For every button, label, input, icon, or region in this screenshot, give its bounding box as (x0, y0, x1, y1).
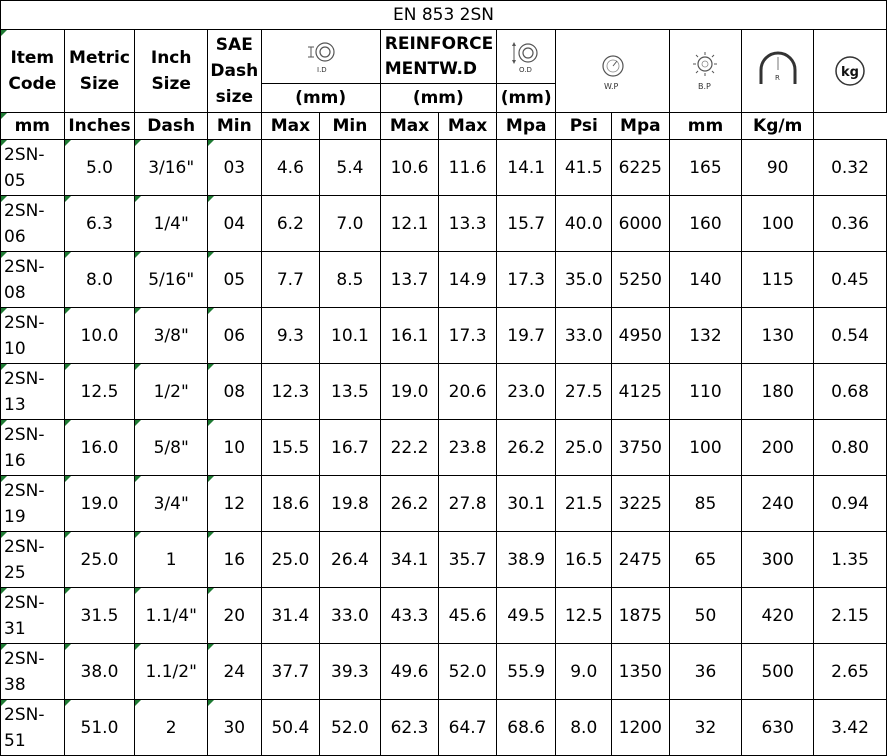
table-cell: 13.3 (439, 196, 497, 252)
header-metric-size: Metric Size (64, 30, 135, 113)
table-cell: 130 (742, 308, 814, 364)
table-cell: 200 (742, 420, 814, 476)
table-cell: 12.5 (64, 364, 135, 420)
table-cell: 1/4" (135, 196, 208, 252)
table-row (1, 196, 887, 252)
unit-cell: mm (1, 113, 65, 140)
item-code-cell: 2SN- 08 (1, 252, 65, 308)
table-cell: 17.3 (496, 252, 556, 308)
table-cell: 14.1 (496, 140, 556, 196)
table-cell: 3/16" (135, 140, 208, 196)
table-cell: 43.3 (380, 588, 439, 644)
table-cell: 12 (208, 476, 262, 532)
table-cell: 10.6 (380, 140, 439, 196)
table-cell: 06 (208, 308, 262, 364)
weight-icon-label: kg (841, 65, 859, 80)
table-cell: 05 (208, 252, 262, 308)
table-cell: 5/8" (135, 420, 208, 476)
table-cell: 132 (669, 308, 742, 364)
table-cell: 12.3 (261, 364, 320, 420)
unit-cell: Min (208, 113, 262, 140)
table-cell: 19.0 (380, 364, 439, 420)
table-cell: 1875 (612, 588, 670, 644)
unit-cell: Kg/m (742, 113, 814, 140)
table-cell: 1350 (612, 644, 670, 700)
table-cell: 630 (742, 700, 814, 756)
table-cell: 37.7 (261, 644, 320, 700)
table-cell: 16 (208, 532, 262, 588)
table-cell: 23.0 (496, 364, 556, 420)
table-cell: 160 (669, 196, 742, 252)
header-reinforcement-mm: (mm) (380, 84, 496, 113)
table-cell: 140 (669, 252, 742, 308)
table-cell: 100 (669, 420, 742, 476)
table-row (1, 140, 887, 196)
table-cell: 49.6 (380, 644, 439, 700)
table-row (1, 476, 887, 532)
header-od-mm: (mm) (496, 84, 556, 113)
table-cell: 16.7 (320, 420, 381, 476)
table-cell: 6.3 (64, 196, 135, 252)
table-cell: 1200 (612, 700, 670, 756)
table-row (1, 532, 887, 588)
table-cell: 12.5 (556, 588, 612, 644)
table-cell: 08 (208, 364, 262, 420)
table-cell: 23.8 (439, 420, 497, 476)
table-cell: 26.2 (496, 420, 556, 476)
table-cell: 17.3 (439, 308, 497, 364)
table-cell: 5250 (612, 252, 670, 308)
table-cell: 35.7 (439, 532, 497, 588)
table-cell: 3/8" (135, 308, 208, 364)
table-cell: 11.6 (439, 140, 497, 196)
header-wp-icon-cell (556, 30, 669, 113)
table-cell: 22.2 (380, 420, 439, 476)
table-cell: 180 (742, 364, 814, 420)
table-cell: 420 (742, 588, 814, 644)
item-code-cell: 2SN- 16 (1, 420, 65, 476)
table-cell: 30.1 (496, 476, 556, 532)
table-row (1, 308, 887, 364)
table-cell: 0.45 (814, 252, 887, 308)
table-cell: 25.0 (556, 420, 612, 476)
header-id-icon-cell (261, 30, 380, 84)
table-cell: 4950 (612, 308, 670, 364)
table-cell: 35.0 (556, 252, 612, 308)
table-cell: 12.1 (380, 196, 439, 252)
table-cell: 33.0 (320, 588, 381, 644)
unit-cell: Max (380, 113, 439, 140)
table-cell: 18.6 (261, 476, 320, 532)
table-cell: 85 (669, 476, 742, 532)
table-cell: 21.5 (556, 476, 612, 532)
table-cell: 9.3 (261, 308, 320, 364)
header-weight-icon-cell (814, 30, 887, 113)
table-cell: 10.0 (64, 308, 135, 364)
table-cell: 2.65 (814, 644, 887, 700)
unit-cell: mm (669, 113, 742, 140)
table-cell: 30 (208, 700, 262, 756)
table-cell: 13.7 (380, 252, 439, 308)
table-cell: 4.6 (261, 140, 320, 196)
pressure-gauge-icon (593, 46, 633, 96)
table-cell: 0.54 (814, 308, 887, 364)
table-cell: 19.8 (320, 476, 381, 532)
header-sae-dash: SAE Dash size (208, 30, 262, 113)
id-icon-label: I.D (316, 65, 327, 74)
table-cell: 52.0 (320, 700, 381, 756)
header-bend-icon-cell (742, 30, 814, 113)
table-cell: 1.35 (814, 532, 887, 588)
table-row (1, 588, 887, 644)
unit-cell: Max (261, 113, 320, 140)
unit-cell: Mpa (612, 113, 670, 140)
table-cell: 45.6 (439, 588, 497, 644)
header-reinforcement: REINFORCE MENTW.D (380, 30, 496, 84)
table-cell: 3225 (612, 476, 670, 532)
table-cell: 34.1 (380, 532, 439, 588)
item-code-cell: 2SN- 51 (1, 700, 65, 756)
table-cell: 55.9 (496, 644, 556, 700)
table-cell: 31.5 (64, 588, 135, 644)
table-cell: 32 (669, 700, 742, 756)
table-cell: 20.6 (439, 364, 497, 420)
table-cell: 10.1 (320, 308, 381, 364)
table-cell: 41.5 (556, 140, 612, 196)
table-cell: 0.36 (814, 196, 887, 252)
od-icon-label: O.D (519, 65, 533, 74)
table-cell: 25.0 (64, 532, 135, 588)
ring-id-icon (298, 39, 344, 75)
header-item-code: Item Code (1, 30, 65, 113)
table-cell: 2 (135, 700, 208, 756)
table-cell: 240 (742, 476, 814, 532)
table-cell: 26.4 (320, 532, 381, 588)
table-cell: 1.1/2" (135, 644, 208, 700)
table-cell: 15.7 (496, 196, 556, 252)
table-cell: 50.4 (261, 700, 320, 756)
table-cell: 16.5 (556, 532, 612, 588)
table-cell: 165 (669, 140, 742, 196)
table-cell: 1.1/4" (135, 588, 208, 644)
table-cell: 26.2 (380, 476, 439, 532)
table-cell: 1 (135, 532, 208, 588)
table-cell: 62.3 (380, 700, 439, 756)
table-cell: 0.68 (814, 364, 887, 420)
table-cell: 6.2 (261, 196, 320, 252)
table-cell: 25.0 (261, 532, 320, 588)
table-body (1, 140, 887, 756)
table-cell: 6225 (612, 140, 670, 196)
item-code-cell: 2SN- 05 (1, 140, 65, 196)
table-cell: 8.0 (556, 700, 612, 756)
table-cell: 36 (669, 644, 742, 700)
item-code-cell: 2SN- 31 (1, 588, 65, 644)
table-cell: 2475 (612, 532, 670, 588)
table-cell: 14.9 (439, 252, 497, 308)
bp-icon-label: B.P (698, 82, 712, 91)
table-row (1, 364, 887, 420)
table-cell: 1/2" (135, 364, 208, 420)
table-cell: 16.1 (380, 308, 439, 364)
header-bp-icon-cell (669, 30, 742, 113)
unit-cell: Min (320, 113, 381, 140)
table-cell: 33.0 (556, 308, 612, 364)
table-cell: 7.7 (261, 252, 320, 308)
table-cell: 100 (742, 196, 814, 252)
unit-cell: Mpa (496, 113, 556, 140)
table-cell: 8.5 (320, 252, 381, 308)
table-cell: 31.4 (261, 588, 320, 644)
header-inch-size: Inch Size (135, 30, 208, 113)
table-cell: 110 (669, 364, 742, 420)
item-code-cell: 2SN- 13 (1, 364, 65, 420)
table-cell: 27.8 (439, 476, 497, 532)
table-cell: 03 (208, 140, 262, 196)
table-cell: 5.4 (320, 140, 381, 196)
table-row (1, 420, 887, 476)
item-code-cell: 2SN- 19 (1, 476, 65, 532)
table-cell: 5.0 (64, 140, 135, 196)
table-cell: 4125 (612, 364, 670, 420)
table-cell: 8.0 (64, 252, 135, 308)
table-cell: 52.0 (439, 644, 497, 700)
table-cell: 51.0 (64, 700, 135, 756)
table-cell: 0.32 (814, 140, 887, 196)
table-cell: 15.5 (261, 420, 320, 476)
table-cell: 300 (742, 532, 814, 588)
table-cell: 500 (742, 644, 814, 700)
unit-cell: Max (439, 113, 497, 140)
table-cell: 64.7 (439, 700, 497, 756)
header-od-icon-cell (496, 30, 556, 84)
table-cell: 50 (669, 588, 742, 644)
unit-cell: Psi (556, 113, 612, 140)
table-cell: 13.5 (320, 364, 381, 420)
table-cell: 5/16" (135, 252, 208, 308)
table-row (1, 700, 887, 756)
table-cell: 9.0 (556, 644, 612, 700)
table-row (1, 644, 887, 700)
table-cell: 16.0 (64, 420, 135, 476)
table-cell: 38.9 (496, 532, 556, 588)
kg-weight-icon (830, 51, 870, 91)
table-cell: 65 (669, 532, 742, 588)
table-cell: 04 (208, 196, 262, 252)
table-cell: 27.5 (556, 364, 612, 420)
table-cell: 20 (208, 588, 262, 644)
table-cell: 19.7 (496, 308, 556, 364)
table-cell: 39.3 (320, 644, 381, 700)
table-cell: 68.6 (496, 700, 556, 756)
bend-radius-icon (753, 46, 803, 96)
table-cell: 40.0 (556, 196, 612, 252)
item-code-cell: 2SN- 06 (1, 196, 65, 252)
unit-cell: Inches (64, 113, 135, 140)
table-cell: 0.80 (814, 420, 887, 476)
item-code-cell: 2SN- 10 (1, 308, 65, 364)
table-cell: 10 (208, 420, 262, 476)
bend-icon-label: R (774, 74, 780, 82)
item-code-cell: 2SN- 38 (1, 644, 65, 700)
ring-od-icon (506, 39, 546, 75)
wp-icon-label: W.P (603, 82, 618, 91)
table-cell: 90 (742, 140, 814, 196)
table-cell: 24 (208, 644, 262, 700)
table-cell: 3/4" (135, 476, 208, 532)
table-title: EN 853 2SN (1, 1, 887, 30)
header-id-mm: (mm) (261, 84, 380, 113)
table-cell: 115 (742, 252, 814, 308)
table-cell: 19.0 (64, 476, 135, 532)
table-cell: 0.94 (814, 476, 887, 532)
table-cell: 2.15 (814, 588, 887, 644)
table-cell: 49.5 (496, 588, 556, 644)
item-code-cell: 2SN- 25 (1, 532, 65, 588)
table-row (1, 252, 887, 308)
unit-cell: Dash (135, 113, 208, 140)
table-cell: 3.42 (814, 700, 887, 756)
table-cell: 7.0 (320, 196, 381, 252)
table-cell: 3750 (612, 420, 670, 476)
table-cell: 38.0 (64, 644, 135, 700)
burst-pressure-icon (685, 46, 725, 96)
table-cell: 6000 (612, 196, 670, 252)
